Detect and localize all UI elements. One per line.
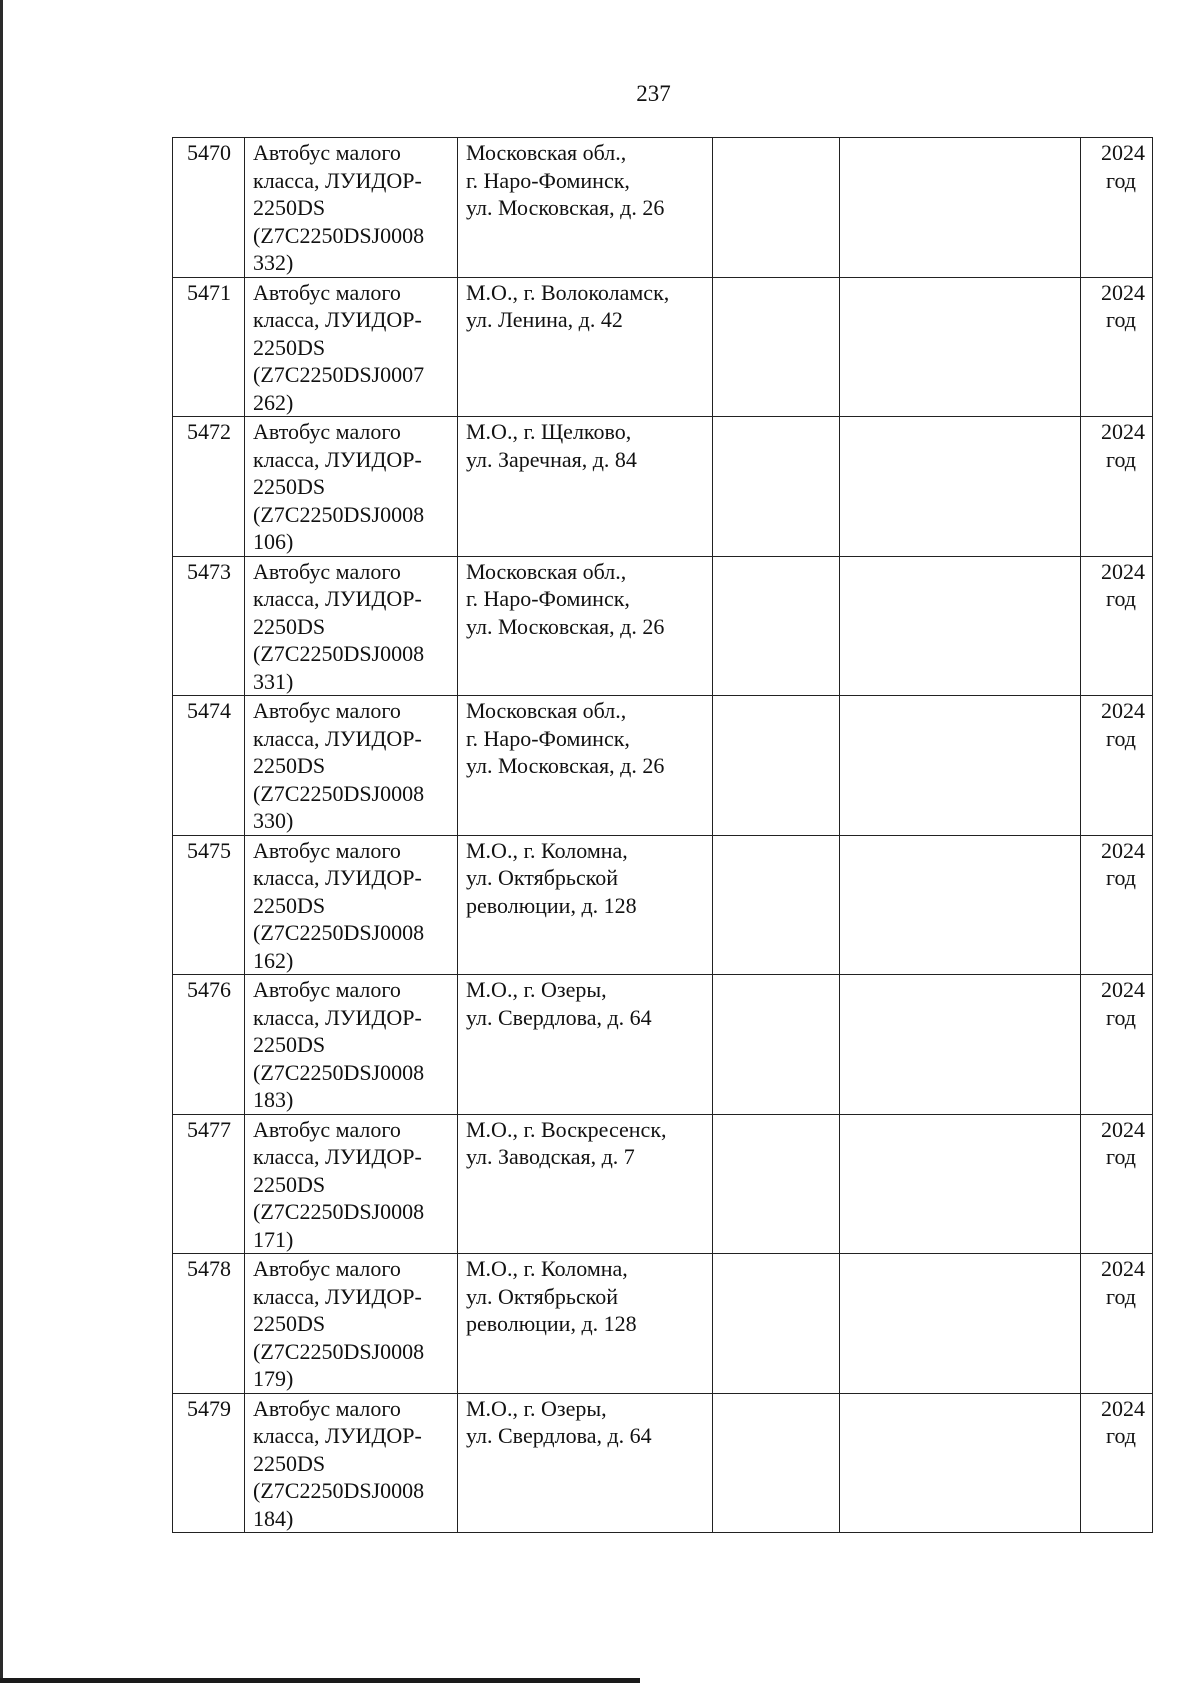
address-line: г. Наро-Фоминск, [466, 167, 630, 193]
year-value: 2024 [1101, 1395, 1145, 1421]
cell-number: 5475 [173, 835, 245, 975]
cell-number: 5472 [173, 417, 245, 557]
vehicle-name-line: 2250DS [253, 1311, 326, 1336]
vehicle-name-line: (Z7C2250DSJ0008 [253, 641, 425, 666]
vehicle-name-line: класса, ЛУИДОР- [253, 586, 422, 611]
address-line: М.О., г. Воскресенск, [466, 1116, 667, 1142]
table-row [173, 835, 1153, 975]
address-line: М.О., г. Коломна, [466, 1256, 628, 1281]
cell-vehicle-name [245, 835, 458, 975]
year-unit: год [1105, 1144, 1137, 1169]
address-line: ул. Свердлова, д. 64 [466, 1423, 652, 1448]
page-number: 237 [636, 81, 671, 106]
vehicle-name-line: класса, ЛУИДОР- [253, 446, 422, 472]
address-line: ул. Московская, д. 26 [466, 195, 665, 220]
address-line: г. Наро-Фоминск, [466, 725, 630, 751]
address-line: М.О., г. Волоколамск, [466, 279, 670, 305]
table-row [173, 1393, 1153, 1533]
cell-empty-2 [840, 835, 1081, 975]
cell-year [1081, 277, 1153, 417]
address-line: ул. Московская, д. 26 [466, 753, 665, 778]
cell-address [458, 556, 713, 696]
vehicle-name-line: 2250DS [253, 892, 326, 918]
year-value: 2024 [1101, 419, 1145, 444]
year-value: 2024 [1101, 279, 1145, 305]
cell-empty-2 [840, 417, 1081, 557]
vehicle-name-line: 2250DS [253, 474, 326, 499]
vehicle-name-line: 332) [253, 250, 294, 275]
cell-address [458, 1114, 713, 1254]
register-body [173, 138, 1153, 1533]
address-line: революции, д. 128 [466, 892, 637, 918]
cell-vehicle-name [245, 1114, 458, 1254]
cell-address [458, 696, 713, 836]
address-line: ул. Заречная, д. 84 [466, 446, 637, 472]
cell-vehicle-name [245, 696, 458, 836]
vehicle-name-line: (Z7C2250DSJ0008 [253, 1199, 425, 1224]
vehicle-name-line: (Z7C2250DSJ0008 [253, 1478, 425, 1503]
cell-year [1081, 1114, 1153, 1254]
cell-empty-1 [713, 417, 840, 557]
cell-year [1081, 556, 1153, 696]
vehicle-name-line: 106) [253, 529, 294, 554]
cell-empty-2 [840, 556, 1081, 696]
cell-address [458, 975, 713, 1115]
cell-year [1081, 138, 1153, 278]
vehicle-name-line: класса, ЛУИДОР- [253, 1423, 422, 1448]
address-line: революции, д. 128 [466, 1311, 637, 1336]
table-row [173, 138, 1153, 278]
cell-vehicle-name [245, 556, 458, 696]
cell-empty-2 [840, 1393, 1081, 1533]
vehicle-name-line: класса, ЛУИДОР- [253, 167, 422, 193]
cell-vehicle-name [245, 975, 458, 1115]
address-line: ул. Октябрьской [466, 1283, 619, 1309]
cell-address [458, 417, 713, 557]
year-value: 2024 [1101, 1256, 1145, 1281]
table-row [173, 277, 1153, 417]
cell-number: 5470 [173, 138, 245, 278]
vehicle-name-line: 331) [253, 668, 294, 694]
cell-vehicle-name [245, 138, 458, 278]
cell-empty-2 [840, 138, 1081, 278]
table-row [173, 556, 1153, 696]
vehicle-name-line: класса, ЛУИДОР- [253, 865, 422, 890]
vehicle-name-line: Автобус малого [253, 698, 401, 723]
cell-empty-1 [713, 138, 840, 278]
year-unit: год [1105, 1283, 1137, 1309]
year-value: 2024 [1101, 1116, 1145, 1142]
vehicle-name-line: 262) [253, 389, 294, 415]
cell-vehicle-name [245, 1254, 458, 1394]
table-row [173, 696, 1153, 836]
cell-address [458, 835, 713, 975]
vehicle-name-line: (Z7C2250DSJ0008 [253, 780, 425, 806]
cell-empty-1 [713, 556, 840, 696]
vehicle-name-line: 2250DS [253, 613, 326, 639]
year-unit: год [1105, 446, 1137, 472]
year-unit: год [1105, 307, 1137, 332]
year-value: 2024 [1101, 977, 1145, 1002]
address-line: ул. Ленина, д. 42 [466, 307, 623, 332]
year-unit: год [1105, 725, 1137, 751]
vehicle-register-table [172, 137, 1153, 1533]
cell-empty-2 [840, 277, 1081, 417]
address-line: Московская обл., [466, 140, 627, 165]
address-line: г. Наро-Фоминск, [466, 586, 630, 611]
year-value: 2024 [1101, 837, 1145, 863]
year-unit: год [1105, 1004, 1137, 1030]
cell-empty-1 [713, 835, 840, 975]
vehicle-name-line: 2250DS [253, 334, 326, 360]
vehicle-name-line: Автобус малого [253, 140, 401, 165]
vehicle-name-line: 2250DS [253, 753, 326, 778]
table-row [173, 1254, 1153, 1394]
address-line: М.О., г. Щелково, [466, 419, 632, 444]
vehicle-name-line: Автобус малого [253, 1256, 401, 1281]
cell-empty-1 [713, 277, 840, 417]
cell-empty-2 [840, 1114, 1081, 1254]
cell-year [1081, 975, 1153, 1115]
vehicle-name-line: 171) [253, 1226, 294, 1252]
address-line: М.О., г. Озеры, [466, 1395, 607, 1421]
vehicle-name-line: 179) [253, 1366, 294, 1391]
cell-number: 5474 [173, 696, 245, 836]
vehicle-name-line: класса, ЛУИДОР- [253, 1283, 422, 1309]
vehicle-name-line: (Z7C2250DSJ0007 [253, 362, 425, 387]
address-line: ул. Московская, д. 26 [466, 613, 665, 639]
vehicle-name-line: Автобус малого [253, 1395, 401, 1421]
year-unit: год [1105, 167, 1137, 193]
year-unit: год [1105, 1423, 1137, 1448]
cell-number: 5478 [173, 1254, 245, 1394]
vehicle-name-line: Автобус малого [253, 837, 401, 863]
year-unit: год [1105, 865, 1137, 890]
cell-year [1081, 835, 1153, 975]
vehicle-name-line: 183) [253, 1087, 294, 1112]
address-line: М.О., г. Коломна, [466, 837, 628, 863]
cell-year [1081, 696, 1153, 836]
year-value: 2024 [1101, 140, 1145, 165]
year-value: 2024 [1101, 698, 1145, 723]
table-row [173, 975, 1153, 1115]
cell-empty-2 [840, 975, 1081, 1115]
cell-empty-1 [713, 1393, 840, 1533]
year-value: 2024 [1101, 558, 1145, 584]
address-line: ул. Заводская, д. 7 [466, 1144, 635, 1169]
cell-empty-2 [840, 696, 1081, 836]
address-line: ул. Свердлова, д. 64 [466, 1004, 652, 1030]
cell-address [458, 1393, 713, 1533]
vehicle-name-line: 2250DS [253, 1171, 326, 1197]
table-row [173, 417, 1153, 557]
vehicle-name-line: класса, ЛУИДОР- [253, 307, 422, 332]
cell-year [1081, 1254, 1153, 1394]
scan-edge-left [0, 0, 3, 1683]
cell-vehicle-name [245, 1393, 458, 1533]
vehicle-name-line: класса, ЛУИДОР- [253, 1004, 422, 1030]
cell-number: 5473 [173, 556, 245, 696]
cell-address [458, 1254, 713, 1394]
address-line: М.О., г. Озеры, [466, 977, 607, 1002]
cell-vehicle-name [245, 417, 458, 557]
cell-vehicle-name [245, 277, 458, 417]
cell-empty-1 [713, 1114, 840, 1254]
cell-number: 5477 [173, 1114, 245, 1254]
cell-empty-1 [713, 1254, 840, 1394]
address-line: Московская обл., [466, 558, 627, 584]
table-row [173, 1114, 1153, 1254]
vehicle-name-line: класса, ЛУИДОР- [253, 725, 422, 751]
cell-year [1081, 1393, 1153, 1533]
vehicle-name-line: (Z7C2250DSJ0008 [253, 1059, 425, 1085]
cell-number: 5479 [173, 1393, 245, 1533]
vehicle-name-line: 2250DS [253, 1032, 326, 1057]
vehicle-name-line: Автобус малого [253, 1116, 401, 1142]
vehicle-name-line: Автобус малого [253, 279, 401, 305]
address-line: ул. Октябрьской [466, 865, 619, 890]
vehicle-name-line: 2250DS [253, 195, 326, 220]
vehicle-name-line: (Z7C2250DSJ0008 [253, 1338, 425, 1364]
cell-empty-1 [713, 975, 840, 1115]
cell-year [1081, 417, 1153, 557]
cell-empty-2 [840, 1254, 1081, 1394]
cell-address [458, 138, 713, 278]
year-unit: год [1105, 586, 1137, 611]
scan-edge-bottom [0, 1678, 640, 1683]
cell-empty-1 [713, 696, 840, 836]
vehicle-name-line: (Z7C2250DSJ0008 [253, 222, 425, 248]
address-line: Московская обл., [466, 698, 627, 723]
vehicle-name-line: 162) [253, 947, 294, 973]
vehicle-name-line: 184) [253, 1505, 294, 1531]
vehicle-name-line: Автобус малого [253, 419, 401, 444]
vehicle-name-line: (Z7C2250DSJ0008 [253, 920, 425, 945]
cell-address [458, 277, 713, 417]
vehicle-name-line: (Z7C2250DSJ0008 [253, 501, 425, 527]
vehicle-name-line: Автобус малого [253, 977, 401, 1002]
vehicle-name-line: 330) [253, 808, 294, 833]
vehicle-name-line: 2250DS [253, 1450, 326, 1476]
cell-number: 5476 [173, 975, 245, 1115]
cell-number: 5471 [173, 277, 245, 417]
vehicle-name-line: класса, ЛУИДОР- [253, 1144, 422, 1169]
vehicle-name-line: Автобус малого [253, 558, 401, 584]
